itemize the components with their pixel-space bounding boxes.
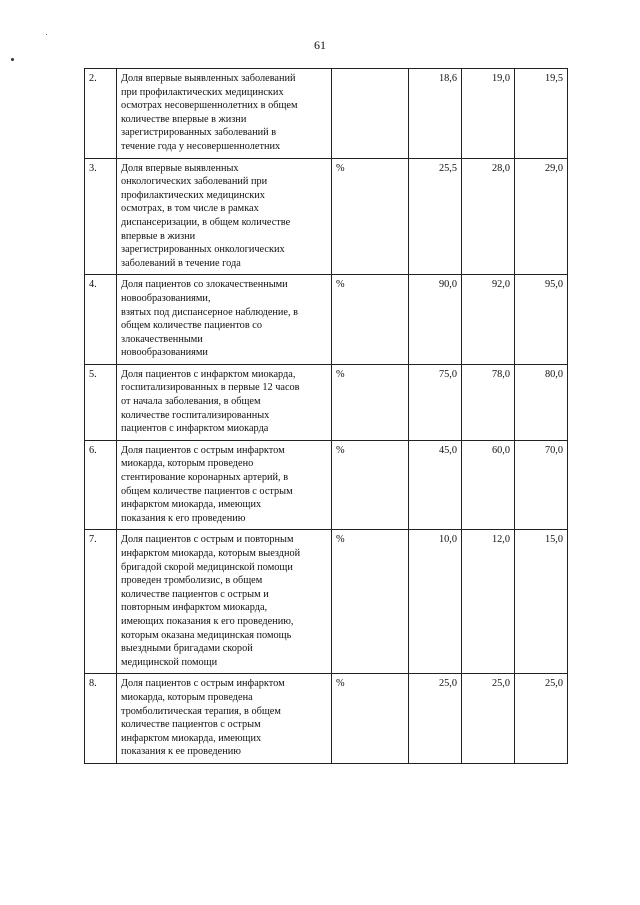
row-number-cell bbox=[85, 674, 117, 764]
indicator-name-cell bbox=[117, 440, 332, 530]
unit-cell bbox=[332, 674, 409, 764]
value-cell-2-text: 19,0 bbox=[491, 73, 510, 84]
row-number-cell bbox=[85, 364, 117, 440]
value-cell-3-text: 70,0 bbox=[544, 444, 563, 456]
value-cell-1-text: 25,0 bbox=[438, 678, 457, 690]
row-number-cell bbox=[85, 275, 117, 365]
table-row bbox=[85, 69, 568, 159]
value-cell-2 bbox=[462, 158, 515, 275]
row-number-cell-text: 6. bbox=[89, 444, 97, 456]
row-number-cell bbox=[85, 158, 117, 275]
table-row bbox=[85, 275, 568, 365]
value-cell-3-text: 95,0 bbox=[544, 279, 563, 291]
row-number-cell-text: 7. bbox=[89, 534, 97, 546]
value-cell-2 bbox=[462, 530, 515, 674]
unit-cell bbox=[332, 364, 409, 440]
table-row bbox=[85, 364, 568, 440]
indicator-name-cell bbox=[117, 158, 332, 275]
value-cell-3 bbox=[515, 69, 568, 159]
value-cell-1 bbox=[409, 674, 462, 764]
row-number-cell-text: 4. bbox=[89, 279, 97, 291]
value-cell-3-text: 29,0 bbox=[544, 162, 563, 174]
row-number-cell-text: 3. bbox=[89, 162, 97, 174]
value-cell-1 bbox=[409, 275, 462, 365]
table-row bbox=[85, 674, 568, 764]
row-number-cell bbox=[85, 69, 117, 159]
unit-cell bbox=[332, 69, 409, 159]
value-cell-3 bbox=[515, 440, 568, 530]
row-number-cell bbox=[85, 440, 117, 530]
value-cell-3-text: 25,0 bbox=[544, 678, 563, 690]
indicator-name-cell-text: Доля впервые выявленных онкологических заболеваний при профилактических медицинских осмотрах, в том числе в рамках диспансеризации, в общем количестве впервые в жизни зарегистрированных онкологических заболеваний в течение года bbox=[121, 162, 291, 269]
value-cell-2 bbox=[462, 440, 515, 530]
value-cell-1-text: 10,0 bbox=[438, 534, 457, 546]
indicator-name-cell-text: Доля пациентов со злокачественными новообразованиями, взятых под диспансерное наблюдение, в общем количестве пациентов со злокачественными новообразованиями bbox=[121, 279, 299, 359]
value-cell-1-text: 75,0 bbox=[438, 368, 457, 380]
value-cell-1 bbox=[409, 69, 462, 159]
value-cell-1 bbox=[409, 530, 462, 674]
value-cell-2 bbox=[462, 69, 515, 159]
row-number-cell-text: 2. bbox=[89, 73, 97, 84]
value-cell-1-text: 45,0 bbox=[438, 444, 457, 456]
value-cell-3 bbox=[515, 158, 568, 275]
value-cell-2-text: 25,0 bbox=[491, 678, 510, 690]
indicator-name-cell bbox=[117, 530, 332, 674]
value-cell-2-text: 78,0 bbox=[491, 368, 510, 380]
value-cell-1 bbox=[409, 364, 462, 440]
value-cell-1-text: 18,6 bbox=[438, 73, 457, 84]
value-cell-2-text: 12,0 bbox=[491, 534, 510, 546]
value-cell-2-text: 28,0 bbox=[491, 162, 510, 174]
indicators-table bbox=[84, 68, 568, 764]
page-number: 61 bbox=[314, 38, 326, 52]
value-cell-1 bbox=[409, 158, 462, 275]
value-cell-3-text: 15,0 bbox=[544, 534, 563, 546]
indicator-name-cell bbox=[117, 69, 332, 159]
scan-speck bbox=[46, 34, 47, 35]
table-row bbox=[85, 158, 568, 275]
unit-cell-text: % bbox=[336, 279, 345, 291]
value-cell-2-text: 60,0 bbox=[491, 444, 510, 456]
value-cell-3 bbox=[515, 674, 568, 764]
unit-cell-text: % bbox=[336, 534, 345, 546]
indicator-name-cell-text: Доля пациентов с острым и повторным инфарктом миокарда, которым выездной бригадой скорой медицинской помощи проведен тромболизис, в общем количестве пациентов с острым и повторным инфарктом миокарда, имеющих показания к его проведению, которым оказана медицинская помощь выездными бригадами скорой медицинской помощи bbox=[121, 534, 301, 668]
value-cell-1 bbox=[409, 440, 462, 530]
indicator-name-cell-text: Доля впервые выявленных заболеваний при профилактических медицинских осмотрах несовершеннолетних в общем количестве впервые в жизни зарегистрированных заболеваний в течение года у несовершеннолетних bbox=[121, 73, 298, 152]
table-row bbox=[85, 440, 568, 530]
indicators-table-body bbox=[85, 69, 568, 764]
scan-speck bbox=[11, 58, 14, 61]
indicator-name-cell-text: Доля пациентов с острым инфарктом миокарда, которым проведена тромболитическая терапия, в общем количестве пациентов с острым инфарктом миокарда, имеющих показания к ее проведению bbox=[121, 678, 285, 758]
value-cell-2 bbox=[462, 364, 515, 440]
indicator-name-cell bbox=[117, 364, 332, 440]
unit-cell bbox=[332, 158, 409, 275]
unit-cell bbox=[332, 275, 409, 365]
indicator-name-cell bbox=[117, 674, 332, 764]
value-cell-1-text: 90,0 bbox=[438, 279, 457, 291]
table-row bbox=[85, 530, 568, 674]
value-cell-3 bbox=[515, 364, 568, 440]
unit-cell-text: % bbox=[336, 162, 345, 174]
unit-cell bbox=[332, 530, 409, 674]
value-cell-3-text: 19,5 bbox=[544, 73, 563, 84]
value-cell-3 bbox=[515, 275, 568, 365]
value-cell-3-text: 80,0 bbox=[544, 368, 563, 380]
row-number-cell bbox=[85, 530, 117, 674]
value-cell-2-text: 92,0 bbox=[491, 279, 510, 291]
unit-cell-text: % bbox=[336, 444, 345, 456]
unit-cell-text: % bbox=[336, 368, 345, 380]
value-cell-2 bbox=[462, 674, 515, 764]
value-cell-2 bbox=[462, 275, 515, 365]
value-cell-3 bbox=[515, 530, 568, 674]
row-number-cell-text: 8. bbox=[89, 678, 97, 690]
unit-cell-text: % bbox=[336, 678, 345, 690]
indicator-name-cell-text: Доля пациентов с острым инфарктом миокарда, которым проведено стентирование коронарных артерий, в общем количестве пациентов с острым инфарктом миокарда, имеющих показания к его проведению bbox=[121, 444, 293, 524]
unit-cell bbox=[332, 440, 409, 530]
indicator-name-cell-text: Доля пациентов с инфарктом миокарда, госпитализированных в первые 12 часов от начала заболевания, в общем количестве госпитализированных пациентов с инфарктом миокарда bbox=[121, 368, 300, 435]
indicator-name-cell bbox=[117, 275, 332, 365]
row-number-cell-text: 5. bbox=[89, 368, 97, 380]
value-cell-1-text: 25,5 bbox=[438, 162, 457, 174]
